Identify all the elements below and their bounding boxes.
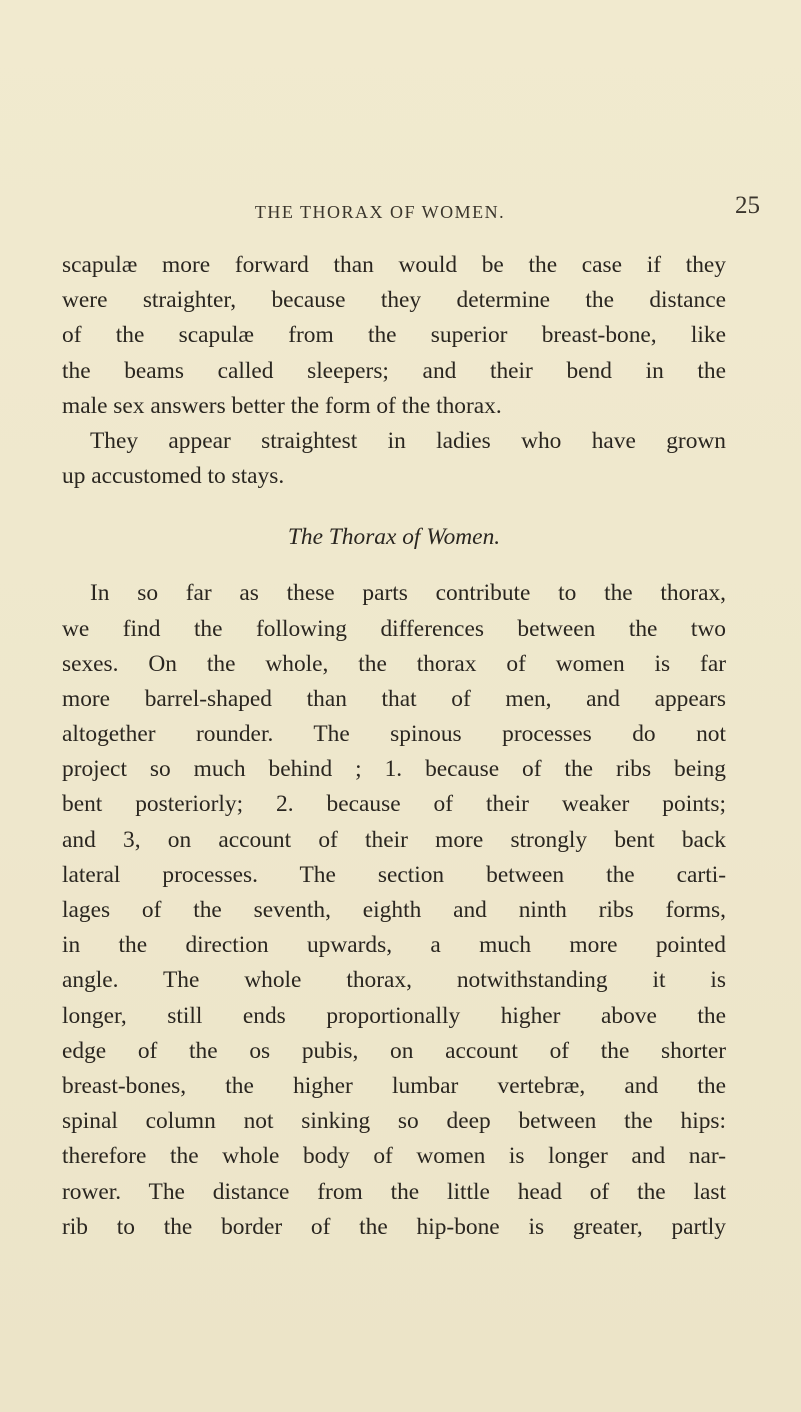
text-line: sexes. On the whole, the thorax of women is far (62, 650, 726, 677)
text-line: and 3, on account of their more strongly bent back (62, 826, 726, 853)
text-line: They appear straightest in ladies who have grown (90, 427, 726, 454)
text-line: breast-bones, the higher lumbar vertebræ, and the (62, 1072, 726, 1099)
text-line: project so much behind ; 1. because of the ribs being (62, 756, 726, 783)
paragraph-2 (62, 424, 726, 494)
section-heading: The Thorax of Women. (287, 524, 501, 551)
text-line: we find the following differences between the two (62, 615, 726, 642)
text-line: in the direction upwards, a much more pointed (62, 932, 726, 959)
text-line: bent posteriorly; 2. because of their weaker points; (62, 791, 726, 818)
text-line: up accustomed to stays. (62, 463, 285, 490)
text-line: longer, still ends proportionally higher above the (62, 1002, 726, 1029)
text-line: angle. The whole thorax, notwithstanding it is (62, 967, 726, 994)
text-line: the beams called sleepers; and their bend in the (62, 357, 726, 384)
text-line: rower. The distance from the little head of the last (62, 1178, 726, 1205)
body-text (62, 248, 726, 1245)
paragraph-3 (62, 576, 726, 1245)
text-line: scapulæ more forward than would be the case if they (62, 252, 726, 278)
text-line: rib to the border of the hip-bone is greater, partly (62, 1213, 726, 1240)
paragraph-1 (62, 248, 726, 424)
text-line: spinal column not sinking so deep between the hips: (62, 1108, 726, 1135)
text-line: In so far as these parts contribute to the thorax, (90, 580, 726, 607)
text-line: lages of the seventh, eighth and ninth ribs forms, (62, 897, 726, 923)
running-head (60, 192, 760, 230)
page-number: 25 (735, 192, 760, 219)
running-title: THE THORAX OF WOMEN. (254, 202, 506, 222)
text-line: male sex answers better the form of the thorax. (62, 392, 502, 419)
text-line: lateral processes. The section between the carti- (62, 861, 726, 888)
text-line: of the scapulæ from the superior breast-bone, like (62, 322, 726, 349)
text-line: therefore the whole body of women is longer and nar- (62, 1143, 726, 1170)
text-line: edge of the os pubis, on account of the shorter (62, 1037, 726, 1064)
text-line: were straighter, because they determine the distance (62, 287, 726, 314)
text-line: altogether rounder. The spinous processes do not (62, 721, 726, 748)
text-line: more barrel-shaped than that of men, and appears (62, 685, 726, 712)
